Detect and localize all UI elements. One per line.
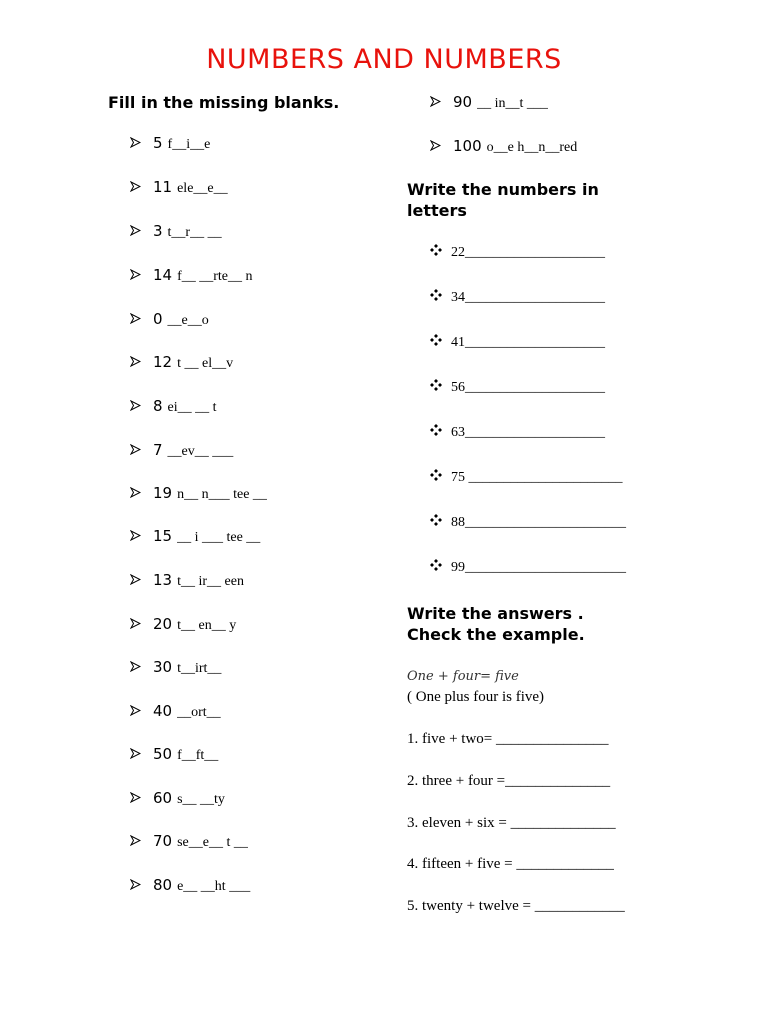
write-answers-heading-line1: Write the answers . [407, 604, 584, 623]
fill-item-text: t__irt__ [177, 661, 222, 676]
answer-question: 3. eleven + six = ______________ [407, 815, 616, 831]
arrowhead-bullet-icon [130, 661, 153, 675]
fill-item [130, 266, 253, 288]
number-to-letters-text: 22____________________ [451, 245, 605, 260]
number-to-letters-item [430, 469, 623, 491]
fill-item [430, 93, 548, 115]
fill-item-text: se__e__ t __ [177, 835, 248, 850]
write-answers-heading [407, 603, 585, 645]
fill-item-number: 20 [153, 615, 173, 633]
fill-item [130, 441, 233, 463]
write-answers-heading-line2: Check the example. [407, 625, 585, 644]
arrowhead-bullet-icon [130, 356, 153, 370]
number-to-letters-item [430, 334, 605, 356]
write-numbers-heading-line2: letters [407, 201, 467, 220]
arrowhead-bullet-icon [130, 181, 153, 195]
example-note: ( One plus four is five) [407, 689, 545, 705]
fill-item [130, 832, 248, 854]
fill-item-text: __ i ___ tee __ [177, 530, 261, 545]
four-diamond-bullet-icon [430, 289, 451, 305]
four-diamond-bullet-icon [430, 334, 451, 350]
fill-item-number: 12 [153, 353, 173, 371]
fill-item [130, 571, 244, 593]
arrowhead-bullet-icon [130, 574, 153, 588]
fill-item [130, 134, 210, 156]
fill-item-number: 3 [153, 222, 163, 240]
fill-item-text: t __ el__v [177, 356, 234, 371]
fill-item-text: n__ n___ tee __ [177, 487, 267, 502]
fill-item-text: t__ en__ y [177, 618, 237, 633]
four-diamond-bullet-icon [430, 469, 451, 485]
fill-item-text: o__e h__n__red [486, 140, 578, 155]
fill-item-number: 7 [153, 441, 163, 459]
four-diamond-bullet-icon [430, 559, 451, 575]
fill-item [130, 310, 209, 332]
fill-item-number: 60 [153, 789, 173, 807]
number-to-letters-text: 56____________________ [451, 380, 605, 395]
fill-item-number: 90 [453, 93, 473, 111]
fill-item [130, 527, 260, 549]
fill-item [130, 397, 217, 419]
fill-item [130, 222, 222, 244]
four-diamond-bullet-icon [430, 514, 451, 530]
answer-question: 1. five + two= _______________ [407, 731, 609, 747]
number-to-letters-text: 34____________________ [451, 290, 605, 305]
fill-item-number: 8 [153, 397, 163, 415]
number-to-letters-text: 88_______________________ [451, 515, 626, 530]
fill-item-text: __e__o [167, 313, 209, 328]
fill-item-text: s__ __ty [177, 792, 225, 807]
fill-item-number: 30 [153, 658, 173, 676]
fill-item-text: t__r__ __ [167, 225, 222, 240]
arrowhead-bullet-icon [130, 225, 153, 239]
fill-item-text: __ort__ [177, 705, 221, 720]
arrowhead-bullet-icon [130, 269, 153, 283]
fill-item-number: 50 [153, 745, 173, 763]
answer-question: 4. fifteen + five = _____________ [407, 856, 614, 872]
arrowhead-bullet-icon [430, 96, 453, 110]
fill-item-number: 0 [153, 310, 163, 328]
fill-item [130, 353, 233, 375]
fill-item-text: t__ ir__ een [177, 574, 244, 589]
fill-item [130, 789, 225, 811]
page-title: NUMBERS AND NUMBERS [206, 44, 562, 75]
number-to-letters-text: 41____________________ [451, 335, 605, 350]
arrowhead-bullet-icon [130, 530, 153, 544]
fill-item-number: 13 [153, 571, 173, 589]
arrowhead-bullet-icon [130, 879, 153, 893]
arrowhead-bullet-icon [130, 487, 153, 501]
number-to-letters-item [430, 559, 626, 581]
number-to-letters-item [430, 289, 605, 311]
fill-item-text: __ in__t ___ [477, 96, 548, 111]
number-to-letters-text: 63____________________ [451, 425, 605, 440]
number-to-letters-item [430, 244, 605, 266]
fill-item-number: 40 [153, 702, 173, 720]
number-to-letters-item [430, 379, 605, 401]
fill-item-number: 19 [153, 484, 173, 502]
fill-item [130, 702, 221, 724]
fill-item [130, 178, 228, 200]
arrowhead-bullet-icon [130, 618, 153, 632]
four-diamond-bullet-icon [430, 244, 451, 260]
arrowhead-bullet-icon [430, 140, 453, 154]
fill-item-text: e__ __ht ___ [177, 879, 251, 894]
fill-item-number: 70 [153, 832, 173, 850]
fill-item-number: 14 [153, 266, 173, 284]
arrowhead-bullet-icon [130, 748, 153, 762]
write-numbers-heading-line1: Write the numbers in [407, 180, 599, 199]
fill-item-text: f__i__e [167, 137, 211, 152]
arrowhead-bullet-icon [130, 835, 153, 849]
fill-item-text: f__ __rte__ n [177, 269, 253, 284]
arrowhead-bullet-icon [130, 137, 153, 151]
number-to-letters-item [430, 514, 626, 536]
answer-question: 5. twenty + twelve = ____________ [407, 898, 625, 914]
fill-item [130, 484, 267, 506]
fill-item-number: 11 [153, 178, 173, 196]
arrowhead-bullet-icon [130, 400, 153, 414]
fill-item-number: 100 [453, 137, 482, 155]
four-diamond-bullet-icon [430, 424, 451, 440]
write-numbers-heading [407, 179, 599, 221]
fill-item-number: 5 [153, 134, 163, 152]
fill-item-text: f__ft__ [177, 748, 219, 763]
fill-item-number: 80 [153, 876, 173, 894]
arrowhead-bullet-icon [130, 313, 153, 327]
fill-item-number: 15 [153, 527, 173, 545]
answer-question: 2. three + four =______________ [407, 773, 611, 789]
number-to-letters-text: 99_______________________ [451, 560, 626, 575]
arrowhead-bullet-icon [130, 444, 153, 458]
fill-item [130, 745, 218, 767]
number-to-letters-text: 75 ______________________ [451, 470, 623, 485]
four-diamond-bullet-icon [430, 379, 451, 395]
arrowhead-bullet-icon [130, 792, 153, 806]
example-equation: One + four= five [407, 669, 519, 684]
fill-item-text: __ev__ ___ [167, 444, 234, 459]
fill-item [130, 876, 250, 898]
number-to-letters-item [430, 424, 605, 446]
fill-blanks-heading: Fill in the missing blanks. [108, 93, 340, 112]
fill-item-text: ele__e__ [177, 181, 228, 196]
fill-item-text: ei__ __ t [167, 400, 217, 415]
fill-item [430, 137, 577, 159]
fill-item [130, 615, 236, 637]
arrowhead-bullet-icon [130, 705, 153, 719]
fill-item [130, 658, 221, 680]
